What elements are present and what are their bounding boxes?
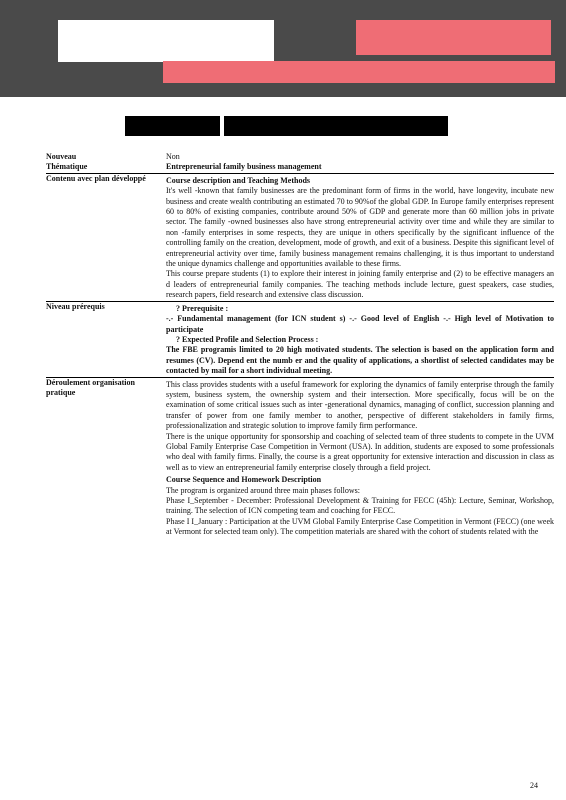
section-heading: Course Sequence and Homework Description (166, 475, 322, 485)
redacted-title-right (224, 116, 448, 136)
table-row-nouveau (46, 152, 554, 162)
row-label: Thématique (46, 162, 88, 172)
paragraph: There is the unique opportunity for sponsorship and coaching of selected team of three students to compete in the UVM Global Family Enterprise Case Competition in Vermont (USA). In addition, students are exposed to some professionals who deal with family firms. Finally, the course is a great opportunity for extensive interaction and discussion in class as well as to view an entrepreneurial family enterprise closely through a field project. (166, 431, 554, 472)
header-accent-block-bottom (163, 61, 555, 83)
redacted-title-left (125, 116, 220, 136)
paragraph: This course prepare students (1) to explore their interest in joining family enterprise and (2) to be effective managers an d leaders of entrepreneurial family companies. The teaching methods include lecture, guest speakers, case studies, research papers, field research and extensive class discussion. (166, 269, 554, 300)
prerequisite-list: -.- Fundamental management (for ICN student s) -.- Good level of English -.- High level of Motivation to participate (166, 314, 554, 334)
table-row-contenu (46, 174, 554, 302)
selection-text: The FBE programis limited to 20 high motivated students. The selection is based on the application form and resumes (CV). Depend ent the numb er and the quality of applications, a shortlist of selected candidates may be contacted by mail for a short individual meeting. (166, 345, 554, 376)
row-value (166, 380, 554, 538)
paragraph: This class provides students with a useful framework for exploring the dynamics of family enterprise through the family system, business system, the ownership system and their intersection. More specifically, focus will be on the examination of some critical issues such as inter -generational dynamics, managing of conflict, succession planning and transfer of power from one family member to another, perspective of different stakeholders in family firms, professionalization and strategic solution to improve family firm performance. (166, 379, 554, 431)
table-row-thematique (46, 162, 554, 173)
paragraph: The program is organized around three main phases follows: (166, 485, 361, 495)
row-value (166, 304, 554, 377)
course-table (46, 152, 554, 538)
row-label: Nouveau (46, 152, 77, 161)
prerequisite-heading: ? Prerequisite : (176, 303, 229, 313)
row-label: Niveau prérequis (46, 301, 105, 311)
page-number: 24 (530, 781, 538, 790)
header-accent-block-top (356, 20, 551, 55)
paragraph: It's well -known that family businesses are the predominant form of firms in the world, have longevity, incubate new business and create wealth contributing an estimated 70 to 90%of the global GDP. In Europe family enterprises represent 60 to 80% of existing companies, contribute around 50% of GDP and generate more than 60 million jobs in private sector. The family -owned businesses also have strong entrepreneurial activity over time and while they are similar to non -family enterprises in some respects, they are unique in others specifically by the significant influence of the controlling family on the creation, development, mode of growth, and exit of a business. Despite this significant level of entrepreneurial activity over time, family business management remains challenging, it is thus important to understand the unique dynamics challenge and opportunities available to these firms. (166, 186, 554, 269)
row-value: Entrepreneurial family business management (166, 162, 322, 172)
table-row-prerequis (46, 302, 554, 378)
paragraph: Phase I_September - December: Professional Development & Training for FECC (45h): Lecture, Seminar, Workshop, training. The selection of ICN competing team and coaching for FECC. (166, 496, 554, 516)
section-heading: Course description and Teaching Methods (166, 175, 311, 185)
header-white-block (58, 20, 274, 62)
profile-heading: ? Expected Profile and Selection Process : (176, 334, 319, 344)
row-value (166, 176, 554, 301)
row-label: Déroulement organisation pratique (46, 377, 135, 397)
row-value: Non (166, 152, 180, 161)
table-row-deroulement (46, 378, 554, 538)
paragraph: Phase I I_January : Participation at the UVM Global Family Enterprise Case Competition in Vermont (FECC) (one week at Vermont for selected team only). The competition materials are shared with the cohort of students related with the (166, 516, 554, 537)
row-label: Contenu avec plan développé (46, 173, 146, 183)
